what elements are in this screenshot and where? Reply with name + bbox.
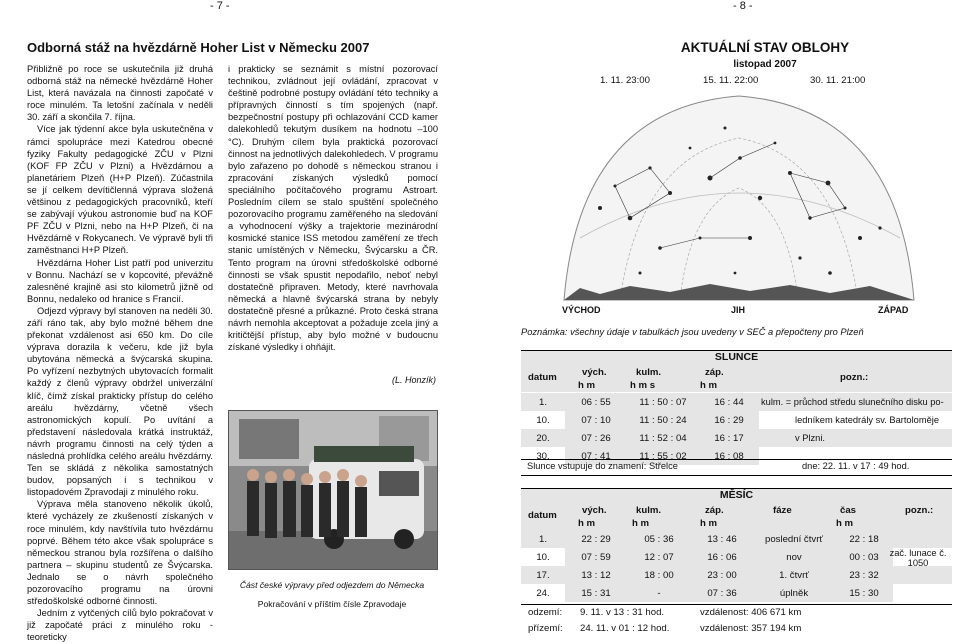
cell: 16 : 17 xyxy=(714,432,744,444)
cell: 13 : 12 xyxy=(581,569,611,581)
sky-note: Poznámka: všechny údaje v tabulkách jsou uvedeny v SEČ a přepočteny pro Plzeň xyxy=(521,327,864,337)
direction-south: JIH xyxy=(731,305,746,315)
cell: 06 : 55 xyxy=(581,396,611,408)
sky-chart xyxy=(560,88,918,306)
cell: 11 : 52 : 04 xyxy=(639,432,687,444)
moon-title: MĚSÍC xyxy=(719,489,754,501)
table-row xyxy=(521,566,952,584)
sun-col-set: záp. xyxy=(705,367,724,378)
cell: 1. čtvrť xyxy=(779,569,809,581)
photo-illustration xyxy=(229,411,437,569)
table-row xyxy=(521,530,952,548)
paragraph: i prakticky se seznámit s místní pozorovací technikou, zvládnout její ovládání, zpracovat v češtině podrobné postupy ovládání této techniky a přípravných činností s tím spojených (např. bezpečnostní postupy při ochlazování CCD kamer dalekohledů tekutým dusíkem na hodnotu –100 °C). Druhým cílem byla praktická pozorovací činnost na jednotlivých dalekohledech. V programu bylo zařazeno po dohodě s německou stranou i zpracování získaných výsledků pomocí speciálního počítačového programu Astroart. Posledním cílem se stalo spuštění společného pozorovacího programu zaměřeného na sledování a vyhodnocení výšky a trajektorie mezinárodní kosmické stanice ISS metodou zaměření ze třech stanic umístěných v Německu, Švýcarsku a ČR. Tento program na úrovni středoškolské odborné činnosti se však spustit nepodařilo, neboť nebyl dostatečně připraven. Metody, které navrhovala německá a hlavně švýcarská strana by nebyly dostatečně přesné a průkazné. Proto česká strana návrh nemohla akceptovat a požaduje zcela jiný a kritičtější přístup, aby bylo možné v budoucnu získané výsledky i ohňájit. xyxy=(228,64,438,353)
cell: 1. xyxy=(538,396,547,408)
cell: 23 : 00 xyxy=(707,569,737,581)
cell: nov xyxy=(753,548,835,566)
cell: 07 : 10 xyxy=(565,411,627,429)
sun-unit-set: h m xyxy=(700,380,718,391)
cell: 17. xyxy=(536,569,550,581)
sun-zodiac: Slunce vstupuje do znamení: Střelce xyxy=(527,461,678,471)
cell: ledníkem katedrály sv. Bartoloměje xyxy=(795,415,939,425)
moon-col-set: záp. xyxy=(705,505,724,516)
cell: 16 : 06 xyxy=(691,548,753,566)
sky-map-illustration xyxy=(560,88,918,306)
cell: - xyxy=(627,584,691,602)
cell: 1. xyxy=(538,533,547,545)
cell: v Plzni. xyxy=(795,433,825,443)
cell: 07 : 36 xyxy=(691,584,753,602)
article-author: (L. Honzík) xyxy=(391,375,436,385)
perigee-date: 24. 11. v 01 : 12 hod. xyxy=(580,623,670,634)
moon-col-phase: fáze xyxy=(773,505,792,516)
sky-title: AKTUÁLNÍ STAV OBLOHY xyxy=(680,40,850,55)
cell: 15 : 30 xyxy=(835,584,893,602)
cell: 00 : 03 xyxy=(835,548,893,566)
sky-time-1: 1. 11. 23:00 xyxy=(600,75,650,86)
cell: 05 : 36 xyxy=(644,533,674,545)
sun-title: SLUNCE xyxy=(714,351,759,363)
perigee-distance: vzdálenost: 357 194 km xyxy=(700,623,802,634)
cell: 18 : 00 xyxy=(644,569,674,581)
paragraph: Odjezd výpravy byl stanoven na neděli 30. září ráno tak, aby bylo možné během dne překonat vzdálenost asi 650 km. Do cíle výprava dorazila k večeru, kde již byla ubytována německá a švýcarská skupina. Po vyřízení nezbytných ubytovacích formalit každý z členů výpravy obdržel univerzální klíč, čímž získal prakticky přístup do celého areálu hvězdárny, včetně všech astronomických kopulí. Po uvítání a představení následovala krátká instruktáž, návrh programu činnosti na celý týden a následná prohlídka celého areálu hvězdárny. Ten se skládá z několika samostatných budov, popsaných i s technikou v listopadovém Zpravodaji z minulého roku. xyxy=(27,305,213,498)
moon-unit-transit: h m xyxy=(632,518,650,529)
cell: 20. xyxy=(536,432,550,444)
cell: 10. xyxy=(536,414,550,426)
cell: 11 : 50 : 24 xyxy=(627,411,699,429)
expedition-photo xyxy=(228,410,438,570)
paragraph: Výprava měla stanoveno několik úkolů, které vycházely ze zkušeností získaných v roce minulém, kdy navštívila tuto hvězdárnu poprvé. Během této akce však spolupráce s německou stranou byla rozšířena o dalšího partnera – skupinu studentů ze Švýcarska. Jednalo se o návrh společného pozorovacího programu na úrovni středoškolské odborné činnosti. xyxy=(27,499,213,607)
cell: 11 : 55 : 02 xyxy=(627,447,699,465)
cell: 23 : 32 xyxy=(849,569,879,581)
sun-table xyxy=(521,393,952,465)
cell: 22 : 18 xyxy=(849,533,879,545)
photo-caption: Část české výpravy před odjezdem do Německa xyxy=(239,580,425,590)
apogee-label: odzemí: xyxy=(528,607,563,618)
page-number-right: - 8 - xyxy=(733,0,753,12)
cell: 16 : 08 xyxy=(699,447,759,465)
cell: 24. xyxy=(536,587,550,599)
article-column-2 xyxy=(228,63,438,353)
perigee-label: přízemí: xyxy=(528,623,563,634)
moon-col-time: čas xyxy=(840,505,857,516)
paragraph: Jedním z vytčených cílů bylo pokračovat v již započaté práci z minulého roku - teoreticky xyxy=(27,608,213,643)
table-row xyxy=(521,411,952,429)
moon-col-note: pozn.: xyxy=(905,505,934,516)
cell: 10. xyxy=(536,551,550,563)
moon-divider xyxy=(521,604,952,605)
table-row xyxy=(521,584,952,602)
paragraph: Přibližně po roce se uskutečnila již druhá odborná stáž na německé hvězdárně Hoher List, která navázala na činnosti započaté v roce minulém. Ta letošní začínala v neděli 30. září a skončila 7. října. xyxy=(27,64,213,123)
cell: poslední čtvrť xyxy=(765,533,823,545)
page-number-left: - 7 - xyxy=(210,0,230,12)
cell: 15 : 31 xyxy=(565,584,627,602)
sky-time-2: 15. 11. 22:00 xyxy=(703,75,759,86)
moon-col-date: datum xyxy=(528,510,557,521)
cell: 13 : 46 xyxy=(707,533,737,545)
cell: 07 : 59 xyxy=(565,548,627,566)
sky-month: listopad 2007 xyxy=(733,59,797,70)
paragraph: Více jak týdenní akce byla uskutečněna v rámci spolupráce mezi Katedrou obecné fyziky Fakulty pedagogické ZČU v Plzni (KOF FP ZČU v Plzni) a Hvězdárnou a planetáriem Plzeň (H+P Plzeň). Zúčastnila se jí celkem devítičlenná výprava složená většinou z pedagogických pracovníků, kteří se zabývají výukou astronomie buď na KOF PF ZČU v Plzni, nebo na H+P Plzeň, či na Hvězdárně v Rokycanech. Ve výpravě byli tři zaměstnanci H+P Plzeň. xyxy=(27,124,213,256)
continued-note: Pokračování v příštím čísle Zpravodaje xyxy=(257,599,407,609)
sun-unit-transit: h m s xyxy=(630,380,656,391)
sun-col-rise: vých. xyxy=(582,367,607,378)
moon-col-rise: vých. xyxy=(582,505,607,516)
article-column-1 xyxy=(27,63,213,644)
cell: 12 : 07 xyxy=(627,548,691,566)
sun-unit-rise: h m xyxy=(578,380,596,391)
cell: 16 : 44 xyxy=(714,396,744,408)
cell: úplněk xyxy=(753,584,835,602)
moon-unit-time: h m xyxy=(836,518,854,529)
sun-col-date: datum xyxy=(528,372,557,383)
cell: 07 : 26 xyxy=(581,432,611,444)
apogee-date: 9. 11. v 13 : 31 hod. xyxy=(580,607,665,618)
moon-unit-rise: h m xyxy=(578,518,596,529)
moon-lunation-note: zač. lunace č. 1050 xyxy=(889,548,947,568)
article-title: Odborná stáž na hvězdárně Hoher List v Německu 2007 xyxy=(27,40,370,55)
table-row xyxy=(521,429,952,447)
paragraph: Hvězdárna Hoher List patří pod univerzitu v Bonnu. Nachází se v kopcovité, převážně zalesněné krajině asi sto kilometrů jižně od Bonnu, nedaleko od hranice s Francií. xyxy=(27,257,213,304)
cell: 11 : 50 : 07 xyxy=(639,396,687,408)
direction-west: ZÁPAD xyxy=(878,305,909,315)
sun-col-note: pozn.: xyxy=(840,372,869,383)
sun-col-transit: kulm. xyxy=(636,367,662,378)
cell: kulm. = průchod středu slunečního disku po- xyxy=(761,397,944,407)
cell: 22 : 29 xyxy=(581,533,611,545)
moon-col-transit: kulm. xyxy=(636,505,662,516)
table-row xyxy=(521,393,952,411)
moon-unit-set: h m xyxy=(700,518,718,529)
cell: 16 : 29 xyxy=(699,411,759,429)
direction-east: VÝCHOD xyxy=(562,305,601,315)
cell: 30. xyxy=(536,450,550,462)
cell: 07 : 41 xyxy=(565,447,627,465)
sky-time-3: 30. 11. 21:00 xyxy=(810,75,866,86)
sun-zodiac-date: dne: 22. 11. v 17 : 49 hod. xyxy=(802,461,910,471)
apogee-distance: vzdálenost: 406 671 km xyxy=(700,607,802,618)
